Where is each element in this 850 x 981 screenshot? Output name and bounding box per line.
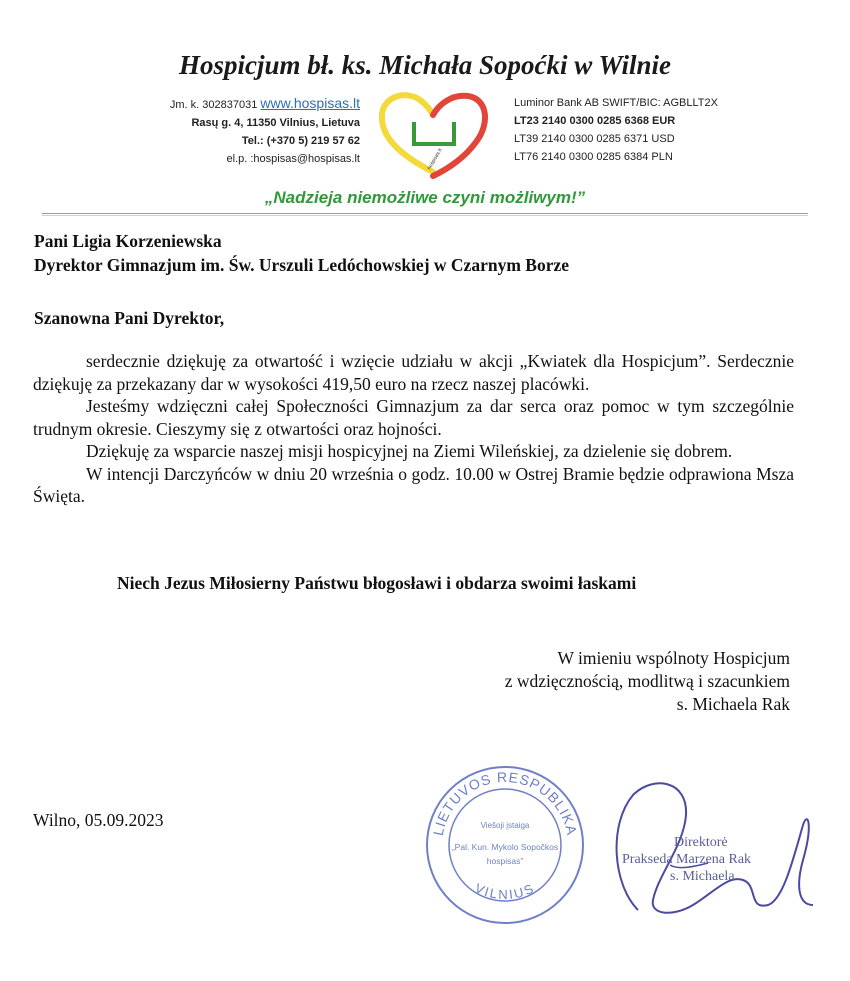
recipient-position: Dyrektor Gimnazjum im. Św. Urszuli Ledóchowskiej w Czarnym Borze (34, 255, 569, 275)
phone-text: Tel.: (+370 5) 219 57 62 (241, 135, 360, 147)
stamp-inner-line: „Pal. Kun. Mykolo Sopočkos (451, 842, 559, 852)
stamp-inner-line: Viešoji įstaiga (480, 821, 530, 830)
motto: „Nadzieja niemożliwe czyni możliwym!” (264, 188, 586, 207)
iban-eur: LT23 2140 0300 0285 6368 EUR (514, 115, 676, 127)
stamp-outer-bottom: VILNIUS (472, 880, 538, 903)
signature-name: Prakseda Marzena Rak (622, 852, 752, 867)
svg-text:VILNIUS (473, 880, 538, 902)
stamp-outer-top: LIETUVOS RESPUBLIKA (429, 768, 581, 837)
registration-code: Jm. k. 302837031 (169, 99, 261, 111)
organization-title: Hospicjum bł. ks. Michała Sopoćki w Wilnie (178, 50, 672, 80)
address-text: Rasų g. 4, 11350 Vilnius, Lietuva (191, 117, 360, 129)
official-stamp (420, 760, 590, 930)
website-link[interactable]: www.hospisas.lt (260, 95, 360, 111)
email-text: el.p. :hospisas@hospisas.lt (226, 153, 360, 165)
signature-religious-name: s. Michaela (670, 869, 735, 884)
closing-block (505, 647, 790, 716)
registration-line (170, 94, 360, 114)
place-and-date: Wilno, 05.09.2023 (33, 810, 164, 830)
closing-line: z wdzięcznością, modlitwą i szacunkiem (504, 671, 790, 691)
contact-block (170, 94, 360, 168)
bank-block (514, 94, 718, 166)
blessing: Niech Jezus Miłosierny Państwu błogosławi i obdarza swoimi łaskami (117, 573, 637, 593)
logo-caption: hospisas.lt (426, 147, 444, 171)
iban-pln: LT76 2140 0300 0285 6384 PLN (514, 151, 673, 163)
paragraph: Dziękuję za wsparcie naszej misji hospicyjnej na Ziemi Wileńskiej, za dzielenie się dobrem. (86, 441, 733, 461)
iban-usd: LT39 2140 0300 0285 6371 USD (514, 133, 675, 145)
signature-title: Direktorė (674, 835, 728, 850)
closing-line: W imieniu wspólnoty Hospicjum (557, 648, 790, 668)
greeting: Szanowna Pani Dyrektor, (34, 308, 225, 328)
paragraph: Jesteśmy wdzięczni całej Społeczności Gimnazjum za dar serca oraz pomoc w tym szczególnie trudnym okresie. Cieszymy się z otwartości oraz hojności. (33, 396, 794, 439)
letter-body (33, 350, 794, 508)
hospice-heart-logo (372, 86, 494, 182)
header-divider-secondary (42, 215, 808, 216)
bank-name: Luminor Bank AB SWIFT/BIC: AGBLLT2X (514, 97, 718, 109)
signatory-name: s. Michaela Rak (676, 694, 790, 714)
paragraph: W intencji Darczyńców w dniu 20 września o godz. 10.00 w Ostrej Bramie będzie odprawiona Msza Święta. (33, 463, 794, 506)
recipient-name: Pani Ligia Korzeniewska (34, 231, 222, 251)
header-divider (42, 213, 808, 214)
recipient-block (34, 229, 569, 277)
stamp-inner-line: hospisas” (486, 856, 524, 866)
paragraph: serdecznie dziękuję za otwartość i wzięcie udziału w akcji „Kwiatek dla Hospicjum”. Serdecznie dziękuję za przekazany dar w wysokości 419,50 euro na rzecz naszej placówki. (33, 351, 794, 394)
